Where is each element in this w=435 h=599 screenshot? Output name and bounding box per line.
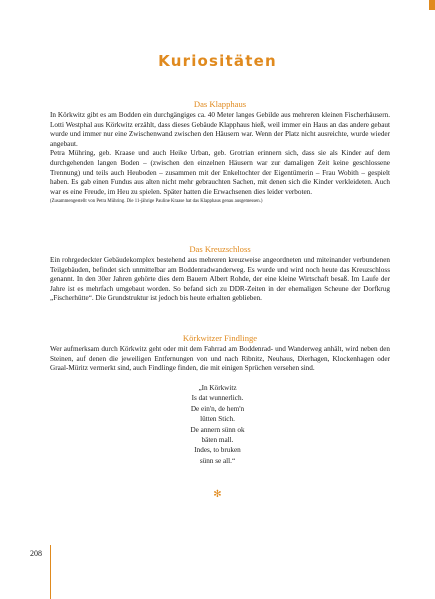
section-heading: Körkwitzer Findlinge — [182, 333, 258, 343]
poem-line: sünn se all.“ — [199, 456, 236, 465]
poem-line: De ein'n, de hem'n — [190, 404, 245, 413]
poem-line: bäten mall. — [201, 436, 234, 445]
poem-line: lütten Stich. — [200, 415, 235, 424]
source-note: (Zusammengestellt von Petra Mühring. Die 11-jährige Pauline Kraase hat das Klapphaus genau ausgemessen.) — [50, 199, 263, 205]
poem — [0, 383, 435, 466]
paragraph: Ein rohrgedeckter Gebäudekomplex bestehend aus mehreren kreuzweise angeordneten und miteinander verbundenen Teilgebäuden, befindet sich unmittelbar am Boddenradwanderweg. Es wurde und wird noch heute das Kreuzschloss genannt. In den 30er Jahren gehörte dies dem Bauern Albert Rohde, der eine kleine Wirtschaft besaß. Im Laufe der Jahre ist es mehrfach umgebaut worden. So befand sich zu DDR-Zeiten in der ehemaligen Scheune der Dorfkrug „Fischerhütte“. Die Grundstruktur ist jedoch bis heute erhalten geblieben. — [50, 256, 390, 303]
section-klapphaus — [50, 99, 390, 205]
section-heading: Das Kreuzschloss — [189, 244, 251, 254]
poem-line: Is dat wunnerlich. — [191, 394, 244, 403]
corner-tab — [429, 0, 435, 10]
page-title: Kuriositäten — [158, 52, 277, 70]
paragraph: Petra Mühring, geb. Kraase und auch Heike Urban, geb. Grotrian erinnern sich, dass sie als Kinder auf dem durchgehenden langen Boden – (zwischen den einzelnen Häusern war zur damaligen Zeit keine geschlossene Trennung) und teils auch Heuboden – zusammen mit der Enkeltochter der Eigentümerin – Frau Wobith – gespielt haben. Es gab einen Fundus aus alten nicht mehr gebrauchten Sachen, mit denen sich die Kinder verkleideten. Auch war es eine Freude, im Heu zu spielen. Später hatten die Erwachsenen dies leider verboten. — [50, 149, 390, 196]
paragraph: In Körkwitz gibt es am Bodden ein durchgängiges ca. 40 Meter langes Gebilde aus mehreren kleinen Fischerhäusern. Lotti Westphal aus Körkwitz erzählt, dass dieses Gebäude Klapphaus hieß, weil immer ein Haus an das andere gebaut wurde und immer nur eine Zwischenwand zwischen den Häusern war. Wenn der Platz nicht ausreichte, wurde wieder angebaut. — [50, 111, 390, 148]
asterism-icon: ✻ — [213, 489, 222, 500]
paragraph: Wer aufmerksam durch Körkwitz geht oder mit dem Fahrrad am Boddenrad- und Wanderweg anhält, wird neben den Steinen, auf denen die jeweiligen Entfernungen von und nach Ribnitz, Neuhaus, Dierhagen, Klockenhagen oder Graal-Müritz vermerkt sind, auch Findlinge finden, die mit einigen Sprüchen versehen sind. — [50, 345, 390, 373]
poem-line: „In Körkwitz — [198, 384, 237, 392]
margin-rule — [50, 545, 51, 599]
poem-line: Indes, to bruken — [194, 446, 241, 455]
page-number: 208 — [30, 549, 42, 558]
section-heading: Das Klapphaus — [193, 99, 247, 109]
section-kreuzschloss — [50, 244, 390, 304]
poem-line: De annern sünn ok — [190, 425, 245, 434]
section-findlinge — [50, 333, 390, 374]
